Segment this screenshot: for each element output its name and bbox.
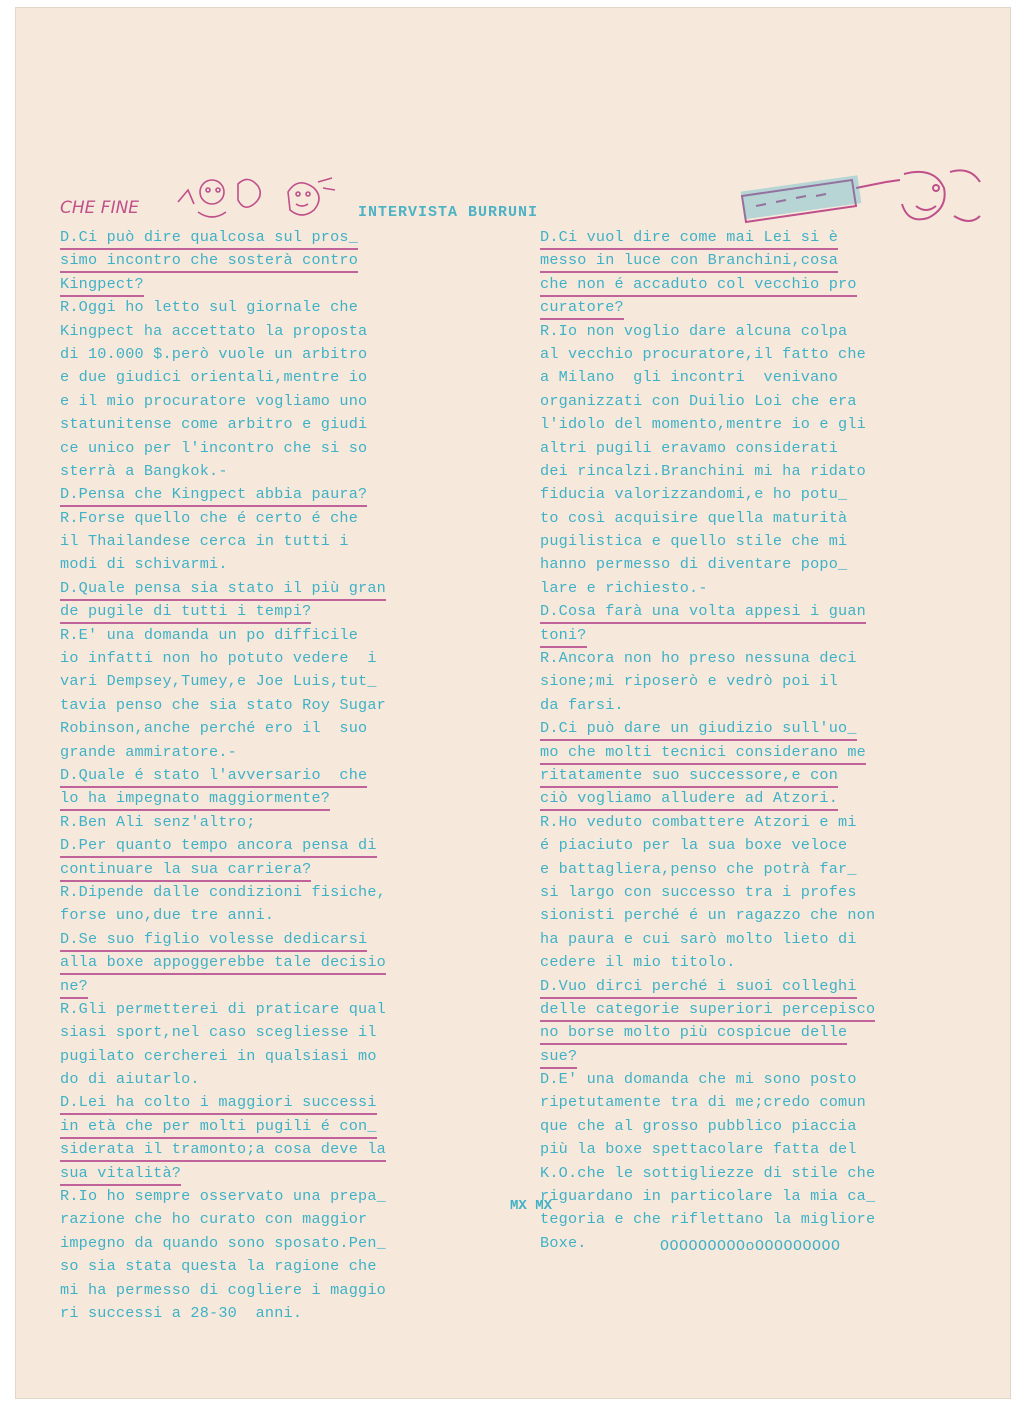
line-text: siderata il tramonto;a cosa deve la [60, 1139, 386, 1162]
answer-line [60, 1255, 490, 1278]
line-text: Robinson,anche perché ero il suo [60, 719, 368, 738]
line-text: D.Quale é stato l'avversario che [60, 765, 367, 788]
answer-line [60, 1208, 490, 1231]
answer-line [540, 390, 960, 413]
overstrike-mark: MX MX [510, 1198, 553, 1214]
answer-line [540, 553, 960, 576]
line-text: mo che molti tecnici considerano me [540, 742, 866, 765]
line-text: ha paura e cui sarò molto lieto di [540, 929, 857, 948]
line-text: siasi sport,nel caso scegliesse il [60, 1023, 377, 1042]
line-text: e il mio procuratore vogliamo uno [60, 391, 368, 410]
line-text: R.E' una domanda un po difficile [60, 625, 359, 644]
line-text: modi di schivarmi. [60, 555, 228, 574]
answer-line [60, 1068, 490, 1091]
answer-line [540, 1162, 960, 1185]
line-text: ritatamente suo successore,e con [540, 765, 838, 788]
question-line [540, 717, 960, 740]
line-text: to così acquisire quella maturità [540, 508, 848, 527]
answer-line [60, 998, 490, 1021]
line-text: Boxe. [540, 1233, 587, 1252]
answer-line [540, 670, 960, 693]
line-text: io infatti non ho potuto vedere i [60, 649, 377, 668]
question-line [60, 483, 490, 506]
answer-line [60, 1045, 490, 1068]
answer-line [540, 1138, 960, 1161]
line-text: D.Pensa che Kingpect abbia paura? [60, 484, 367, 507]
answer-line [540, 366, 960, 389]
line-text: de pugile di tutti i tempi? [60, 601, 311, 624]
line-text: é piaciuto per la sua boxe veloce [540, 836, 848, 855]
line-text: D.Quale pensa sia stato il più gran [60, 578, 386, 601]
line-text: D.Ci può dire qualcosa sul pros_ [60, 227, 358, 250]
answer-line [540, 1208, 960, 1231]
line-text: que che al grosso pubblico piaccia [540, 1116, 857, 1135]
question-line [60, 1138, 490, 1161]
line-text: D.Se suo figlio volesse dedicarsi [60, 929, 367, 952]
question-line [540, 741, 960, 764]
line-text: sione;mi riposerò e vedrò poi il [540, 672, 839, 691]
line-text: do di aiutarlo. [60, 1070, 200, 1089]
question-line [60, 273, 490, 296]
line-text: vari Dempsey,Tumey,e Joe Luis,tut_ [60, 672, 377, 691]
answer-line [540, 1068, 960, 1091]
line-text: messo in luce con Branchini,cosa [540, 250, 838, 273]
question-line [60, 1115, 490, 1138]
line-text: Kingpect ha accettato la proposta [60, 321, 368, 340]
answer-line [60, 390, 490, 413]
answer-line [60, 507, 490, 530]
line-text: pugilato cercherei in qualsiasi mo [60, 1046, 377, 1065]
question-line [540, 998, 960, 1021]
line-text: che non é accaduto col vecchio pro [540, 274, 857, 297]
answer-line [60, 647, 490, 670]
answer-line [540, 694, 960, 717]
line-text: dei rincalzi.Branchini mi ha ridato [540, 461, 866, 480]
question-line [60, 1162, 490, 1185]
handwritten-note: CHE FINE [60, 198, 140, 218]
question-line [540, 249, 960, 272]
answer-line [540, 320, 960, 343]
line-text: tegoria e che riflettano la migliore [540, 1210, 876, 1229]
line-text: altri pugili eravamo considerati [540, 438, 839, 457]
line-text: Kingpect? [60, 274, 144, 297]
line-text: D.Per quanto tempo ancora pensa di [60, 835, 377, 858]
line-text: simo incontro che sosterà contro [60, 250, 358, 273]
line-text: R.Io ho sempre osservato una prepa_ [60, 1187, 386, 1206]
line-text: il Thailandese cerca in tutti i [60, 532, 349, 551]
line-text: tavia penso che sia stato Roy Sugar [60, 695, 386, 714]
answer-line [540, 483, 960, 506]
line-text: hanno permesso di diventare popo_ [540, 555, 848, 574]
line-text: fiducia valorizzandomi,e ho potu_ [540, 485, 848, 504]
answer-line [540, 1185, 960, 1208]
question-line [540, 764, 960, 787]
question-line [60, 1091, 490, 1114]
line-text: riguardano in particolare la mia ca_ [540, 1187, 876, 1206]
answer-line [60, 1302, 490, 1325]
question-line [540, 226, 960, 249]
line-text: statunitense come arbitro e giudi [60, 415, 368, 434]
line-text: R.Gli permetterei di praticare qual [60, 999, 386, 1018]
line-text: al vecchio procuratore,il fatto che [540, 344, 866, 363]
question-line [540, 273, 960, 296]
line-text: curatore? [540, 297, 624, 320]
line-text: si largo con successo tra i profes [540, 882, 857, 901]
answer-line [60, 296, 490, 319]
line-text: R.Ancora non ho preso nessuna deci [540, 649, 857, 668]
line-text: forse uno,due tre anni. [60, 906, 275, 925]
line-text: e battagliera,penso che potrà far_ [540, 859, 857, 878]
answer-line [540, 811, 960, 834]
answer-line [540, 343, 960, 366]
line-text: D.E' una domanda che mi sono posto [540, 1070, 857, 1089]
answer-line [540, 904, 960, 927]
answer-line [60, 694, 490, 717]
page-title: INTERVISTA BURRUNI [358, 204, 539, 221]
answer-line [60, 530, 490, 553]
line-text: mi ha permesso di cogliere i maggio [60, 1280, 386, 1299]
line-text: R.Io non voglio dare alcuna colpa [540, 321, 848, 340]
line-text: impegno da quando sono sposato.Pen_ [60, 1233, 386, 1252]
answer-line [60, 741, 490, 764]
question-line [540, 787, 960, 810]
question-line [540, 600, 960, 623]
answer-line [540, 413, 960, 436]
answer-line [60, 413, 490, 436]
line-text: delle categorie superiori percepisco [540, 999, 875, 1022]
doodle-faces-drawing [168, 172, 358, 228]
line-text: ciò vogliamo alludere ad Atzori. [540, 788, 838, 811]
line-text: alla boxe appoggerebbe tale decisio [60, 952, 386, 975]
line-text: no borse molto più cospicue delle [540, 1022, 847, 1045]
answer-line [540, 1091, 960, 1114]
line-text: cedere il mio titolo. [540, 953, 736, 972]
question-line [60, 226, 490, 249]
line-text: continuare la sua carriera? [60, 859, 311, 882]
question-line [60, 600, 490, 623]
answer-line [60, 717, 490, 740]
answer-line [540, 881, 960, 904]
question-line [60, 975, 490, 998]
question-line [540, 624, 960, 647]
line-text: so sia stata questa la ragione che [60, 1257, 377, 1276]
answer-line [60, 1232, 490, 1255]
line-text: lare e richiesto.- [540, 578, 708, 597]
question-line [60, 951, 490, 974]
answer-line [540, 460, 960, 483]
line-text: R.Ho veduto combattere Atzori e mi [540, 812, 857, 831]
line-text: grande ammiratore.- [60, 742, 237, 761]
answer-line [60, 904, 490, 927]
line-text: razione che ho curato con maggior [60, 1210, 368, 1229]
line-text: e due giudici orientali,mentre io [60, 368, 368, 387]
line-text: R.Oggi ho letto sul giornale che [60, 298, 359, 317]
answer-line [540, 577, 960, 600]
answer-line [540, 1115, 960, 1138]
answer-line [540, 507, 960, 530]
question-line [60, 249, 490, 272]
question-line [540, 975, 960, 998]
answer-line [60, 624, 490, 647]
answer-line [540, 858, 960, 881]
line-text: D.Ci può dare un giudizio sull'uo_ [540, 718, 857, 741]
question-line [60, 787, 490, 810]
line-text: ne? [60, 976, 88, 999]
answer-line [60, 670, 490, 693]
answer-line [540, 951, 960, 974]
line-text: di 10.000 $.però vuole un arbitro [60, 344, 368, 363]
line-text: ce unico per l'incontro che si so [60, 438, 368, 457]
line-text: D.Cosa farà una volta appesi i guan [540, 601, 866, 624]
line-text: organizzati con Duilio Loi che era [540, 391, 857, 410]
answer-line [60, 343, 490, 366]
line-text: lo ha impegnato maggiormente? [60, 788, 330, 811]
line-text: sue? [540, 1046, 577, 1069]
answer-line [540, 530, 960, 553]
line-text: più la boxe spettacolare fatta del [540, 1140, 857, 1159]
answer-line [60, 366, 490, 389]
answer-line [540, 834, 960, 857]
line-text: K.O.che le sottigliezze di stile che [540, 1163, 876, 1182]
line-text: sterrà a Bangkok.- [60, 461, 228, 480]
question-line [540, 1021, 960, 1044]
line-text: D.Lei ha colto i maggiori successi [60, 1092, 377, 1115]
question-line [60, 834, 490, 857]
line-text: in età che per molti pugili é con_ [60, 1116, 377, 1139]
line-text: da farsi. [540, 695, 624, 714]
line-text: pugilistica e quello stile che mi [540, 532, 848, 551]
question-line [60, 858, 490, 881]
question-line [540, 296, 960, 319]
line-text: sionisti perché é un ragazzo che non [540, 906, 876, 925]
line-text: R.Dipende dalle condizioni fisiche, [60, 882, 386, 901]
right-column [540, 226, 960, 1255]
answer-line [60, 811, 490, 834]
line-text: a Milano gli incontri venivano [540, 368, 839, 387]
answer-line [60, 437, 490, 460]
left-column [60, 226, 490, 1325]
answer-line [60, 1185, 490, 1208]
question-line [540, 1045, 960, 1068]
answer-line [540, 437, 960, 460]
question-line [60, 577, 490, 600]
answer-line [60, 1279, 490, 1302]
line-text: R.Ben Ali senz'altro; [60, 812, 256, 831]
line-text: sua vitalità? [60, 1163, 181, 1186]
answer-line [540, 647, 960, 670]
question-line [60, 764, 490, 787]
line-text: ri successi a 28-30 anni. [60, 1303, 303, 1322]
answer-line [60, 881, 490, 904]
answer-line [60, 553, 490, 576]
line-text: R.Forse quello che é certo é che [60, 508, 359, 527]
line-text: l'idolo del momento,mentre io e gli [540, 415, 866, 434]
answer-line [60, 320, 490, 343]
question-line [60, 928, 490, 951]
line-text: ripetutamente tra di me;credo comun [540, 1093, 866, 1112]
line-text: toni? [540, 625, 587, 648]
answer-line [540, 928, 960, 951]
line-text: D.Vuo dirci perché i suoi colleghi [540, 976, 857, 999]
answer-line [60, 1021, 490, 1044]
line-text: D.Ci vuol dire come mai Lei si è [540, 227, 838, 250]
answer-line [60, 460, 490, 483]
end-of-text-mark: OOOOOOOOOoOOOOOOOOO [660, 1238, 841, 1255]
